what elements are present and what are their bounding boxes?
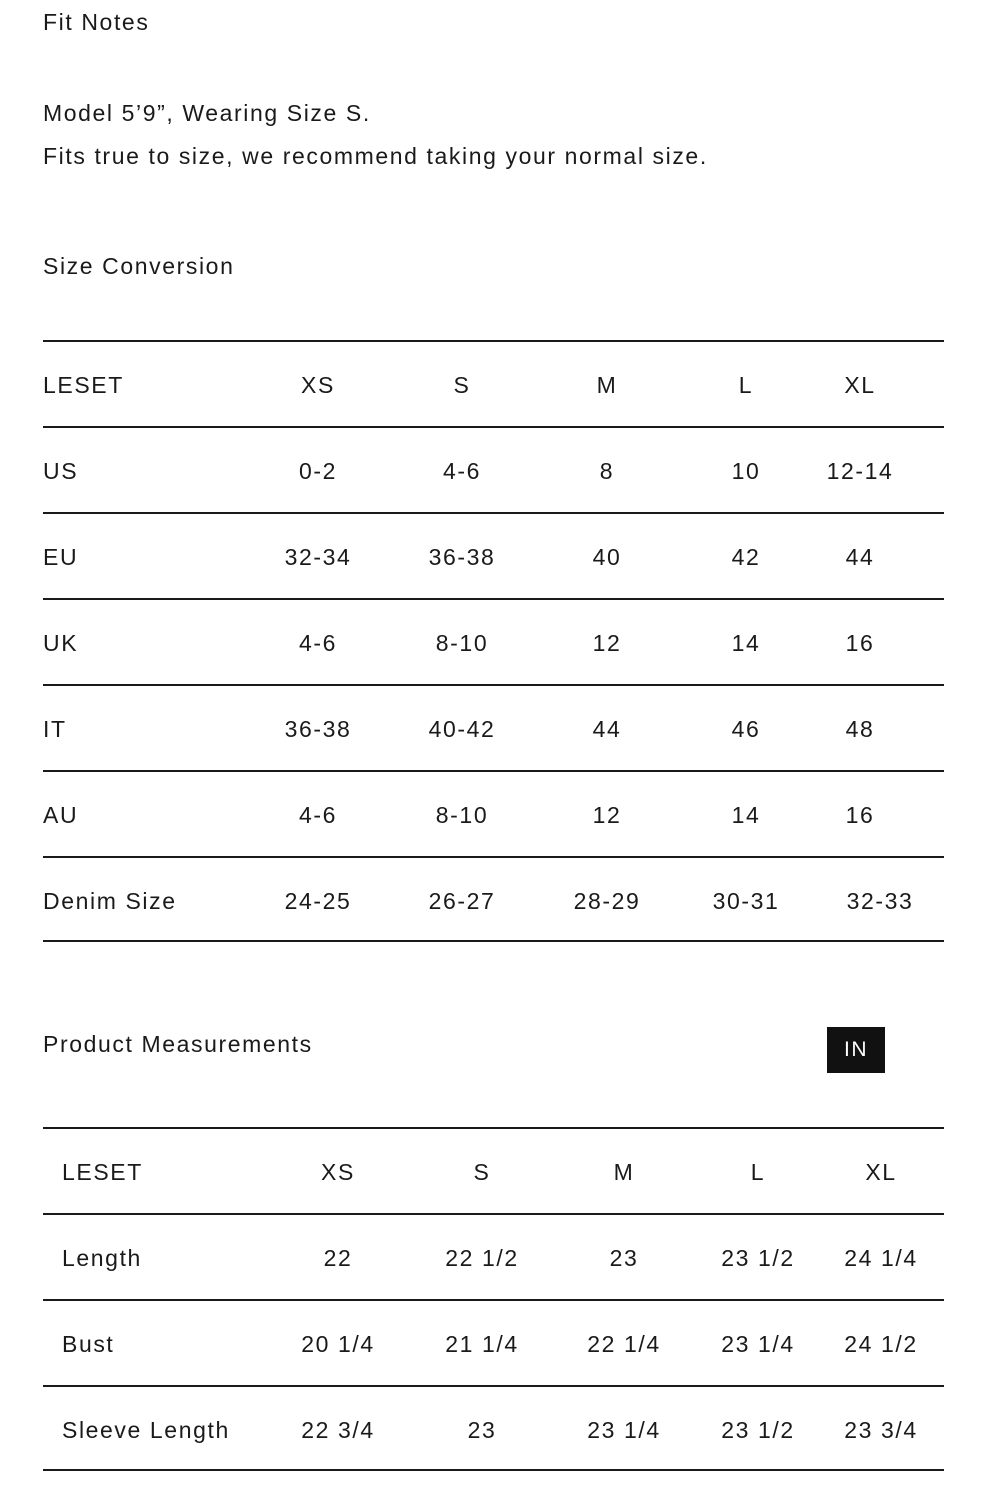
header-cell: M — [596, 372, 618, 398]
table-row — [43, 512, 944, 598]
table-cell: 30-31 — [712, 888, 780, 914]
table-cell: 10 — [731, 458, 761, 484]
size-conversion-table — [43, 340, 944, 942]
header-cell: XL — [844, 372, 876, 398]
table-cell: 22 1/4 — [587, 1331, 661, 1357]
table-cell: 23 1/4 — [721, 1331, 795, 1357]
header-cell: S — [453, 372, 471, 398]
header-cell: M — [613, 1159, 635, 1185]
table-cell: 36-38 — [284, 716, 352, 742]
table-cell: 12 — [592, 802, 622, 828]
table-cell: 22 — [323, 1245, 353, 1271]
header-cell: XL — [865, 1159, 897, 1185]
table-cell: 8 — [599, 458, 615, 484]
table-cell: 23 1/2 — [721, 1245, 795, 1271]
table-cell: 24 1/2 — [844, 1331, 918, 1357]
unit-toggle-button[interactable]: IN — [827, 1027, 885, 1073]
table-cell: 23 — [467, 1417, 497, 1443]
header-cell: S — [473, 1159, 491, 1185]
row-label: Sleeve Length — [62, 1417, 230, 1443]
table-cell: 48 — [845, 716, 875, 742]
table-cell: 44 — [592, 716, 622, 742]
table-row — [43, 856, 944, 942]
table-cell: 14 — [731, 802, 761, 828]
row-label: IT — [43, 716, 67, 742]
table-cell: 24-25 — [284, 888, 352, 914]
header-cell: L — [738, 372, 754, 398]
table-row — [43, 598, 944, 684]
table-cell: 8-10 — [435, 630, 489, 656]
fit-recommendation-text: Fits true to size, we recommend taking your normal size. — [43, 143, 708, 169]
table-cell: 0-2 — [298, 458, 338, 484]
row-label: Length — [62, 1245, 142, 1271]
table-cell: 12-14 — [826, 458, 894, 484]
table-cell: 22 3/4 — [301, 1417, 375, 1443]
table-cell: 24 1/4 — [844, 1245, 918, 1271]
row-label: UK — [43, 630, 79, 656]
table-cell: 32-34 — [284, 544, 352, 570]
table-cell: 14 — [731, 630, 761, 656]
table-cell: 4-6 — [442, 458, 482, 484]
header-cell: L — [750, 1159, 766, 1185]
table-row — [43, 1213, 944, 1299]
row-label: AU — [43, 802, 79, 828]
table-row — [43, 1299, 944, 1385]
table-cell: 22 1/2 — [445, 1245, 519, 1271]
table-cell: 23 3/4 — [844, 1417, 918, 1443]
table-row — [43, 770, 944, 856]
table-row — [43, 684, 944, 770]
table-cell: 40-42 — [428, 716, 496, 742]
table-cell: 26-27 — [428, 888, 496, 914]
header-cell: LESET — [43, 372, 124, 398]
size-conversion-title: Size Conversion — [43, 253, 235, 279]
table-cell: 16 — [845, 802, 875, 828]
table-cell: 23 — [609, 1245, 639, 1271]
table-cell: 16 — [845, 630, 875, 656]
model-info-text: Model 5’9”, Wearing Size S. — [43, 100, 371, 126]
table-header-row — [43, 1127, 944, 1213]
fit-notes-title: Fit Notes — [43, 9, 150, 35]
table-cell: 36-38 — [428, 544, 496, 570]
table-cell: 23 1/2 — [721, 1417, 795, 1443]
row-label: Denim Size — [43, 888, 177, 914]
row-label: US — [43, 458, 79, 484]
table-cell: 46 — [731, 716, 761, 742]
table-cell: 42 — [731, 544, 761, 570]
table-cell: 12 — [592, 630, 622, 656]
header-cell: LESET — [62, 1159, 143, 1185]
product-measurements-table — [43, 1127, 944, 1471]
table-cell: 44 — [845, 544, 875, 570]
header-cell: XS — [321, 1159, 355, 1185]
row-label: EU — [43, 544, 79, 570]
table-cell: 4-6 — [298, 630, 338, 656]
table-cell: 4-6 — [298, 802, 338, 828]
table-cell: 20 1/4 — [301, 1331, 375, 1357]
table-cell: 23 1/4 — [587, 1417, 661, 1443]
table-header-row — [43, 340, 944, 426]
table-cell: 8-10 — [435, 802, 489, 828]
table-cell: 28-29 — [573, 888, 641, 914]
table-cell: 21 1/4 — [445, 1331, 519, 1357]
header-cell: XS — [301, 372, 335, 398]
row-label: Bust — [62, 1331, 115, 1357]
product-measurements-title: Product Measurements — [43, 1031, 313, 1057]
table-row — [43, 426, 944, 512]
table-cell: 32-33 — [846, 888, 914, 914]
table-row — [43, 1385, 944, 1471]
table-cell: 40 — [592, 544, 622, 570]
